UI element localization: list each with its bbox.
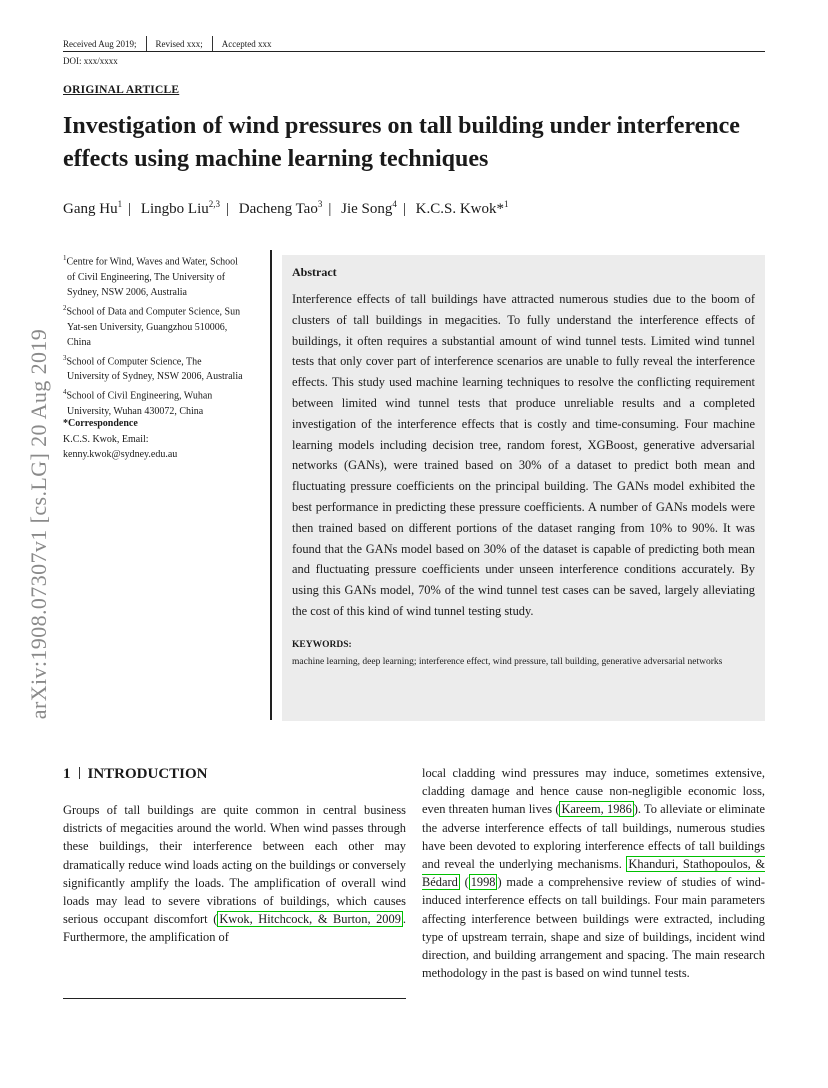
arxiv-id[interactable]: arXiv:1908.07307v1 [cs.LG] 20 Aug 2019 bbox=[26, 328, 51, 720]
received-date: Received Aug 2019; bbox=[63, 39, 137, 49]
author-list: Gang Hu$^1$ | Lingbo Liu$^{2,3}$ | Dacheng Tao$^3$ | Jie Song$^4$ | K.C.S. Kwok*$^1$ bbox=[63, 199, 509, 217]
correspondence-name: K.C.S. Kwok, Email: bbox=[63, 433, 149, 445]
arxiv-stamp bbox=[22, 282, 56, 766]
affiliation: $^1$Centre for Wind, Waves and Water, School of Civil Engineering, The University of Sydney, NSW 2006, Australia bbox=[63, 254, 238, 299]
footnote-rule bbox=[63, 998, 406, 999]
submission-dates bbox=[63, 36, 271, 52]
affiliations bbox=[63, 251, 273, 419]
intro-column-left: Groups of tall buildings are quite common in central business districts of megacities around the world. When wind passes through these buildings, their interference between each other may dramatically reduce wind loads acting on the buildings or conversely significantly amplify the loads. The amplification of overall wind loads may lead to severe vibrations of buildings, which causes serious occupant discomfort ( Kwok, Hitchcock, & Burton, 2009 . Furthermore, the amplification of bbox=[63, 803, 406, 945]
correspondence bbox=[63, 416, 273, 463]
author: K.C.S. Kwok*$^1$ bbox=[415, 199, 509, 217]
intro-column-right: local cladding wind pressures may induce, sometimes extensive, cladding damage and hence cause non-negligible economic loss, even threaten human lives ( Kareem, 1986 ). To alleviate or eliminate the adverse interference effects of tall buildings, numerous studies have been devoted to exploring interference effects of tall buildings and reveal the underlying mechanisms. Khanduri, Stathopoulos, & Bédard ( 1998 ) made a comprehensive review of studies of wind-induced interference effects on tall buildings. Four main parameters affecting interference between buildings were extracted, including type of upstream terrain, shape and size of buildings, incident wind direction, and building arrangement and spacing. The main research methodology in the past is based on wind tunnel tests. bbox=[422, 766, 766, 981]
citation-link[interactable]: Kwok, Hitchcock, & Burton, 2009 bbox=[219, 912, 401, 927]
abstract-text: Interference effects of tall buildings have attracted numerous studies due to the boom of clusters of tall buildings in megacities. To fully understand the interference effects of buildings, it often requires a substantial amount of wind tunnel tests. Limited wind tunnel tests that only cover part of interference scenarios are unable to fully reveal the interference effects. This study used machine learning techniques to resolve the conflicting requirement between limited wind tunnel tests that produce unreliable results and a completed investigation of the interference effects that is costly and time-consuming. Four machine learning models including decision tree, random forest, XGBoost, generative adversarial networks (GANs), were trained based on 30% of a dataset to predict both mean and fluctuating pressure coefficients on the principal building. The GANs model exhibited the best performance in predicting these pressure coefficients. A number of GANs models were then trained based on different portions of the dataset ranging from 10% to 90%. It was found that the GANs model based on 30% of the dataset is capable of predicting both mean and fluctuating pressure coefficients under unseen interference conditions accurately. By using this GANs model, 70% of the wind tunnel test cases can be saved, largely alleviating the cost of this kind of wind tunnel testing study. bbox=[292, 292, 755, 618]
paper-title: Investigation of wind pressures on tall building under interference effects using machine learning techniques bbox=[63, 113, 740, 172]
column-divider bbox=[270, 250, 272, 720]
keywords-heading: KEYWORDS: bbox=[292, 639, 352, 650]
doi: DOI: xxx/xxxx bbox=[63, 56, 118, 66]
citation-link[interactable]: 1998 bbox=[470, 875, 496, 890]
revised-date: Revised xxx; bbox=[155, 39, 203, 49]
abstract-heading: Abstract bbox=[292, 265, 337, 279]
author: Jie Song$^4$ bbox=[341, 199, 397, 217]
affiliation: $^3$School of Computer Science, The University of Sydney, NSW 2006, Australia bbox=[63, 353, 243, 383]
header-rule bbox=[63, 51, 765, 52]
citation-link[interactable]: Kareem, 1986 bbox=[561, 802, 632, 817]
affiliation: $^2$School of Data and Computer Science, Sun Yat-sen University, Guangzhou 510006, China bbox=[63, 303, 241, 349]
author: Dacheng Tao$^3$ bbox=[238, 199, 323, 217]
correspondence-email[interactable]: kenny.kwok@sydney.edu.au bbox=[63, 449, 178, 460]
author: Gang Hu$^1$ bbox=[63, 199, 123, 217]
divider bbox=[146, 36, 147, 52]
divider bbox=[212, 36, 213, 52]
author: Lingbo Liu$^{2,3}$ bbox=[140, 199, 221, 217]
correspondence-heading: *Correspondence bbox=[63, 418, 138, 429]
citation-link[interactable]: Khanduri, Stathopoulos, & Bédard bbox=[422, 857, 766, 890]
affiliation: $^4$School of Civil Engineering, Wuhan University, Wuhan 430072, China bbox=[63, 387, 213, 417]
article-type: ORIGINAL ARTICLE bbox=[63, 84, 180, 96]
accepted-date: Accepted xxx bbox=[221, 39, 272, 49]
keywords: machine learning, deep learning; interference effect, wind pressure, tall building, generative adversarial networks bbox=[292, 656, 723, 667]
section-heading: 1 INTRODUCTION bbox=[63, 766, 208, 782]
abstract-box bbox=[282, 255, 765, 721]
